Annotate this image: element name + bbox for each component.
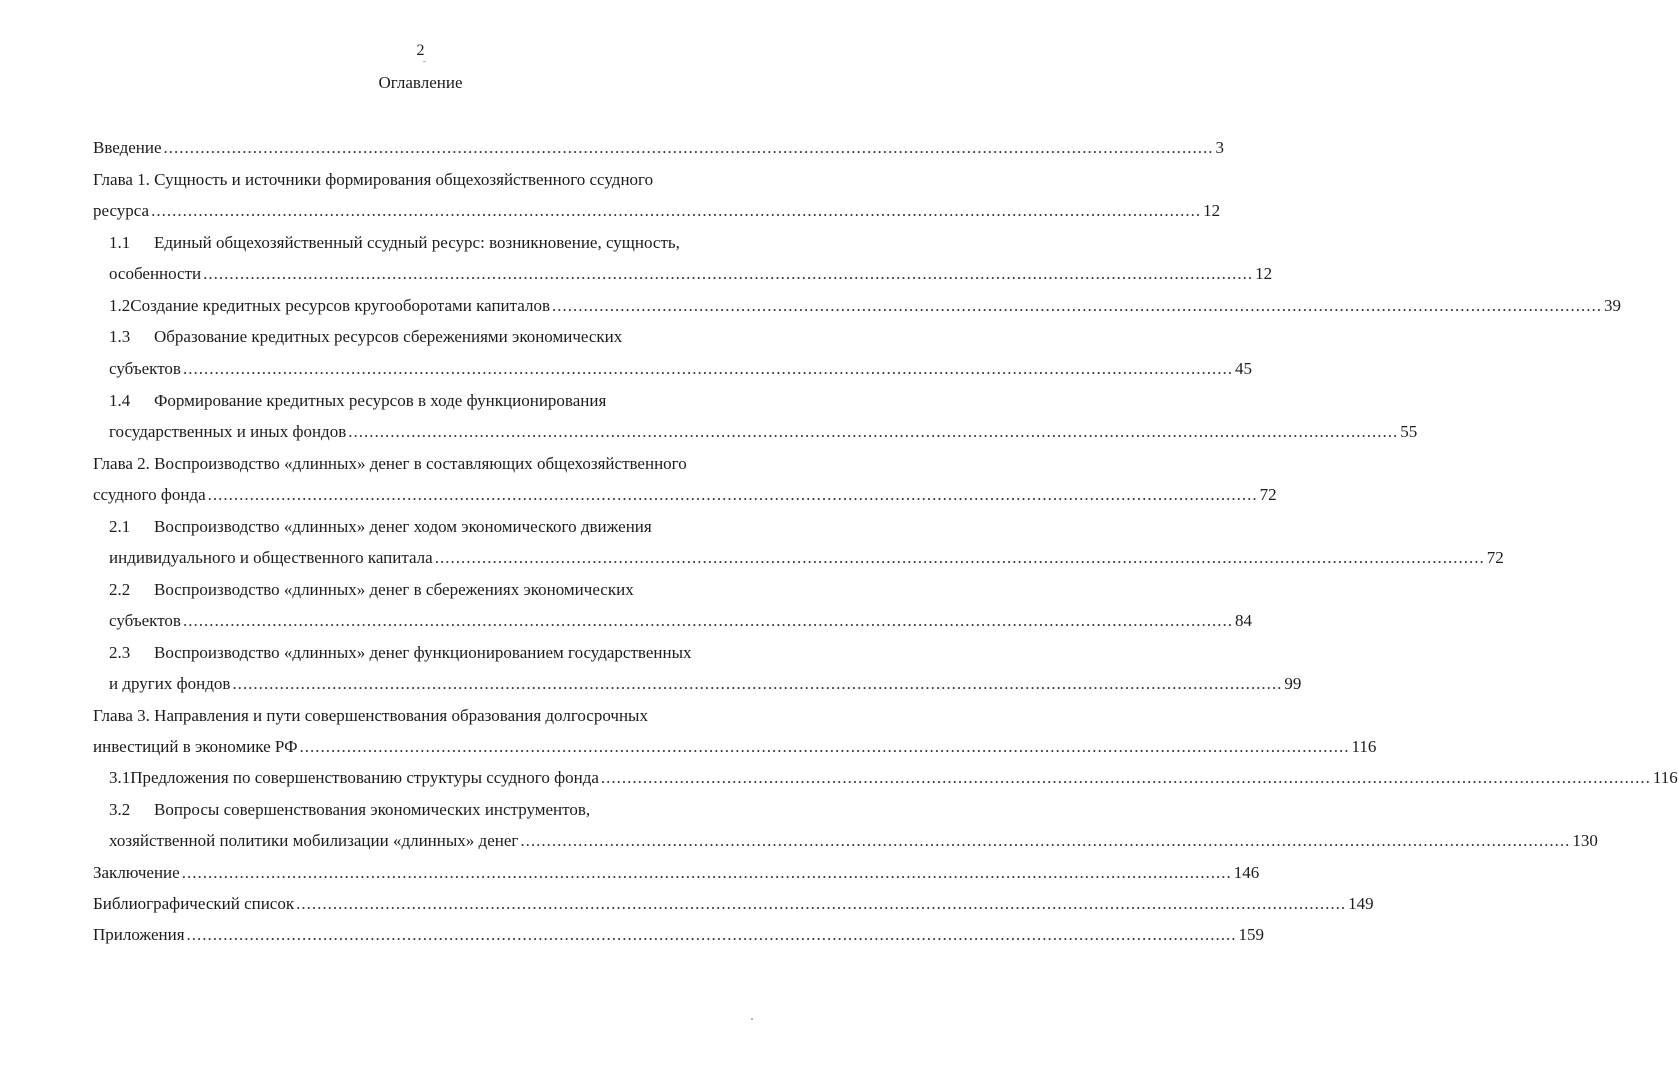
entry-title: Предложения по совершенствованию структуры ссудного фонда — [130, 768, 599, 787]
dot-leader: ........................................................................................................................................................................................................ — [186, 925, 1237, 944]
entry-page: 84 — [1234, 611, 1252, 630]
page-number: 2 — [416, 42, 425, 59]
toc-entry-1-1-line1[interactable] — [109, 231, 680, 255]
entry-title: и других фондов — [109, 674, 231, 693]
dot-leader: ........................................................................................................................................................................................................ — [181, 863, 1232, 882]
toc-entry-3-2[interactable] — [109, 829, 1598, 853]
section-number: 2.2 — [109, 580, 131, 599]
entry-title: ресурса — [93, 201, 150, 220]
toc-entry-chapter-2[interactable] — [93, 483, 1277, 507]
dot-leader: ........................................................................................................................................................................................................ — [600, 768, 1651, 787]
toc-entry-2-2-line1[interactable] — [109, 578, 634, 602]
entry-page: 116 — [1351, 737, 1377, 756]
entry-page: 3 — [1215, 138, 1225, 157]
page-title: Оглавление — [378, 73, 463, 92]
dot-leader: ........................................................................................................................................................................................................ — [203, 264, 1254, 283]
entry-title: государственных и иных фондов — [109, 422, 347, 441]
toc-entry-3-2-line1[interactable] — [109, 798, 590, 822]
entry-title: особенности — [109, 264, 202, 283]
entry-page: 72 — [1259, 485, 1277, 504]
entry-title: Воспроизводство «длинных» денег функционированием государственных — [154, 643, 692, 662]
toc-entry-3-1[interactable] — [109, 766, 1678, 790]
entry-title: Создание кредитных ресурсов кругооборотами капиталов — [130, 296, 550, 315]
dot-leader: ........................................................................................................................................................................................................ — [520, 831, 1571, 850]
section-number: 3.2 — [109, 800, 131, 819]
dot-leader: ........................................................................................................................................................................................................ — [182, 611, 1233, 630]
entry-title: Глава 2. Воспроизводство «длинных» денег в составляющих общехозяйственного — [93, 454, 687, 473]
entry-page: 149 — [1348, 894, 1374, 913]
toc-entry-2-1-line1[interactable] — [109, 515, 652, 539]
entry-title: Единый общехозяйственный ссудный ресурс: возникновение, сущность, — [154, 233, 680, 252]
entry-title: Введение — [93, 138, 162, 157]
scan-speck — [751, 1018, 753, 1020]
toc-entry-1-4-line1[interactable] — [109, 389, 606, 413]
dot-leader: ........................................................................................................................................................................................................ — [348, 422, 1399, 441]
entry-page: 45 — [1234, 359, 1252, 378]
entry-title: индивидуального и общественного капитала — [109, 548, 433, 567]
entry-page: 116 — [1652, 768, 1678, 787]
entry-title: Воспроизводство «длинных» денег в сбережениях экономических — [154, 580, 634, 599]
entry-title: Формирование кредитных ресурсов в ходе функционирования — [154, 391, 607, 410]
toc-entry-2-3-line1[interactable] — [109, 641, 692, 665]
entry-title: инвестиций в экономике РФ — [93, 737, 298, 756]
entry-title: Библиографический список — [93, 894, 295, 913]
entry-title: Глава 1. Сущность и источники формирования общехозяйственного ссудного — [93, 170, 654, 189]
section-number: 3.1 — [109, 768, 131, 787]
dot-leader: ........................................................................................................................................................................................................ — [232, 674, 1283, 693]
dot-leader: ........................................................................................................................................................................................................ — [163, 138, 1214, 157]
toc-entry-conclusion[interactable] — [93, 861, 1260, 885]
toc-entry-2-2[interactable] — [109, 609, 1252, 633]
entry-title: Приложения — [93, 925, 185, 944]
toc-entry-chapter-1[interactable] — [93, 199, 1221, 223]
entry-title: Вопросы совершенствования экономических инструментов, — [154, 800, 591, 819]
toc-entry-1-1[interactable] — [109, 262, 1273, 286]
toc-entry-1-2[interactable] — [109, 294, 1621, 318]
entry-page: 12 — [1203, 201, 1221, 220]
toc-entry-2-3[interactable] — [109, 672, 1302, 696]
dot-leader: ........................................................................................................................................................................................................ — [551, 296, 1602, 315]
dot-leader: ........................................................................................................................................................................................................ — [299, 737, 1350, 756]
dot-leader: ........................................................................................................................................................................................................ — [182, 359, 1233, 378]
entry-title: хозяйственной политики мобилизации «длинных» денег — [109, 831, 519, 850]
section-number: 1.2 — [109, 296, 131, 315]
entry-page: 159 — [1238, 925, 1265, 944]
toc-entry-1-3-line1[interactable] — [109, 325, 622, 349]
toc-entry-chapter-2-line1[interactable] — [93, 452, 687, 476]
toc-entry-chapter-3-line1[interactable] — [93, 704, 648, 728]
toc-entry-1-3[interactable] — [109, 357, 1252, 381]
dot-leader: ........................................................................................................................................................................................................ — [151, 201, 1202, 220]
dot-leader: ........................................................................................................................................................................................................ — [434, 548, 1485, 567]
entry-page: 55 — [1400, 422, 1418, 441]
entry-title: субъектов — [109, 359, 181, 378]
toc-entry-introduction[interactable] — [93, 136, 1225, 160]
section-number: 2.1 — [109, 517, 131, 536]
entry-page: 12 — [1255, 264, 1273, 283]
toc-entry-chapter-3[interactable] — [93, 735, 1377, 759]
dot-leader: ........................................................................................................................................................................................................ — [296, 894, 1347, 913]
toc-entry-2-1[interactable] — [109, 546, 1504, 570]
toc-entry-bibliography[interactable] — [93, 892, 1374, 916]
entry-page: 99 — [1284, 674, 1302, 693]
section-number: 1.1 — [109, 233, 131, 252]
entry-page: 130 — [1572, 831, 1598, 850]
entry-title: Образование кредитных ресурсов сбережениями экономических — [154, 327, 623, 346]
toc-entry-1-4[interactable] — [109, 420, 1418, 444]
toc-entry-appendices[interactable] — [93, 923, 1265, 947]
toc-entry-chapter-1-line1[interactable] — [93, 168, 653, 192]
entry-page: 72 — [1486, 548, 1504, 567]
entry-title: Заключение — [93, 863, 180, 882]
entry-page: 146 — [1233, 863, 1260, 882]
section-number: 1.3 — [109, 327, 131, 346]
section-number: 2.3 — [109, 643, 131, 662]
entry-title: Глава 3. Направления и пути совершенствования образования долгосрочных — [93, 706, 648, 725]
entry-page: 39 — [1603, 296, 1621, 315]
dot-leader: ........................................................................................................................................................................................................ — [207, 485, 1258, 504]
entry-title: ссудного фонда — [93, 485, 206, 504]
entry-title: субъектов — [109, 611, 181, 630]
section-number: 1.4 — [109, 391, 131, 410]
entry-title: Воспроизводство «длинных» денег ходом экономического движения — [154, 517, 652, 536]
